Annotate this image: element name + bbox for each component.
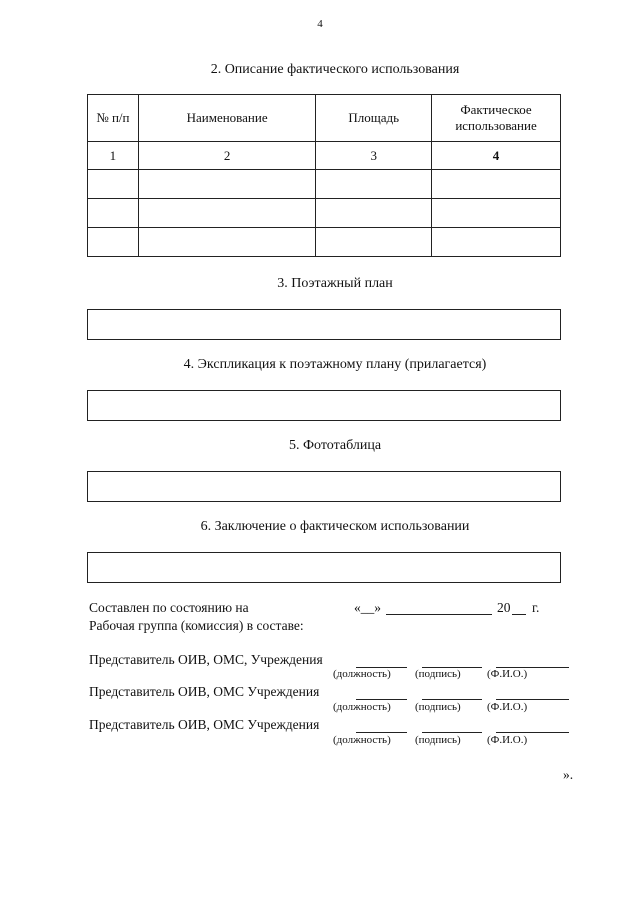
table-cell[interactable] [88,170,139,199]
header-number: № п/п [88,95,139,142]
header-actual-use-label: Фактическое использование [455,102,537,133]
table-cell[interactable] [88,199,139,228]
date-year-line[interactable] [512,614,526,615]
caption-signature-2: (подпись) [415,701,461,713]
caption-name-3: (Ф.И.О.) [487,734,528,746]
table-cell[interactable] [432,170,561,199]
table-cell[interactable] [316,170,432,199]
floor-plan-title: 3. Поэтажный план [277,276,393,291]
compiled-label: Составлен по состоянию на [89,600,249,615]
representative-3: Представитель ОИВ, ОМС Учреждения [89,717,320,732]
table-cell[interactable] [138,170,316,199]
photo-table-title: 5. Фототаблица [288,438,382,453]
table-row [88,228,561,257]
caption-name-2: (Ф.И.О.) [487,701,528,713]
conclusion-box[interactable] [87,552,561,583]
signature-line-3[interactable] [422,732,482,733]
explication-box[interactable] [87,390,561,421]
table-number-row [88,142,561,170]
conclusion-title: 6. Заключение о фактическом использовании [200,519,470,534]
position-line-2[interactable] [356,699,407,700]
position-line-3[interactable] [356,732,407,733]
header-name: Наименование [138,95,316,142]
column-number-1: 1 [88,142,139,170]
table-cell[interactable] [432,199,561,228]
caption-signature-1: (подпись) [415,668,461,680]
date-year-suffix: г. [532,600,540,615]
name-line-2[interactable] [496,699,569,700]
name-line-3[interactable] [496,732,569,733]
header-actual-use [432,95,561,142]
photo-table-box[interactable] [87,471,561,502]
table-row [88,199,561,228]
signature-line-2[interactable] [422,699,482,700]
caption-position-1: (должность) [333,668,391,680]
column-number-4: 4 [432,142,561,170]
table-cell[interactable] [316,228,432,257]
column-number-3: 3 [316,142,432,170]
group-label: Рабочая группа (комиссия) в составе: [89,618,304,633]
date-month-line[interactable] [386,614,492,615]
floor-plan-box[interactable] [87,309,561,340]
header-area: Площадь [316,95,432,142]
representative-2: Представитель ОИВ, ОМС Учреждения [89,684,320,699]
caption-name-1: (Ф.И.О.) [487,668,528,680]
table-row [88,170,561,199]
closing-mark: ». [563,767,574,782]
table-cell[interactable] [316,199,432,228]
representative-1: Представитель ОИВ, ОМС, Учреждения [89,652,323,667]
page-number: 4 [317,18,323,30]
explication-title: 4. Экспликация к поэтажному плану (прилагается) [183,357,487,372]
caption-position-2: (должность) [333,701,391,713]
table-cell[interactable] [138,228,316,257]
table-header-row [88,95,561,142]
table-cell[interactable] [88,228,139,257]
usage-section-title: 2. Описание фактического использования [210,62,460,77]
date-day: «__» [354,600,381,615]
usage-table [87,94,561,257]
table-cell[interactable] [432,228,561,257]
date-year-prefix: 20 [497,600,511,615]
caption-signature-3: (подпись) [415,734,461,746]
caption-position-3: (должность) [333,734,391,746]
column-number-2: 2 [138,142,316,170]
table-cell[interactable] [138,199,316,228]
